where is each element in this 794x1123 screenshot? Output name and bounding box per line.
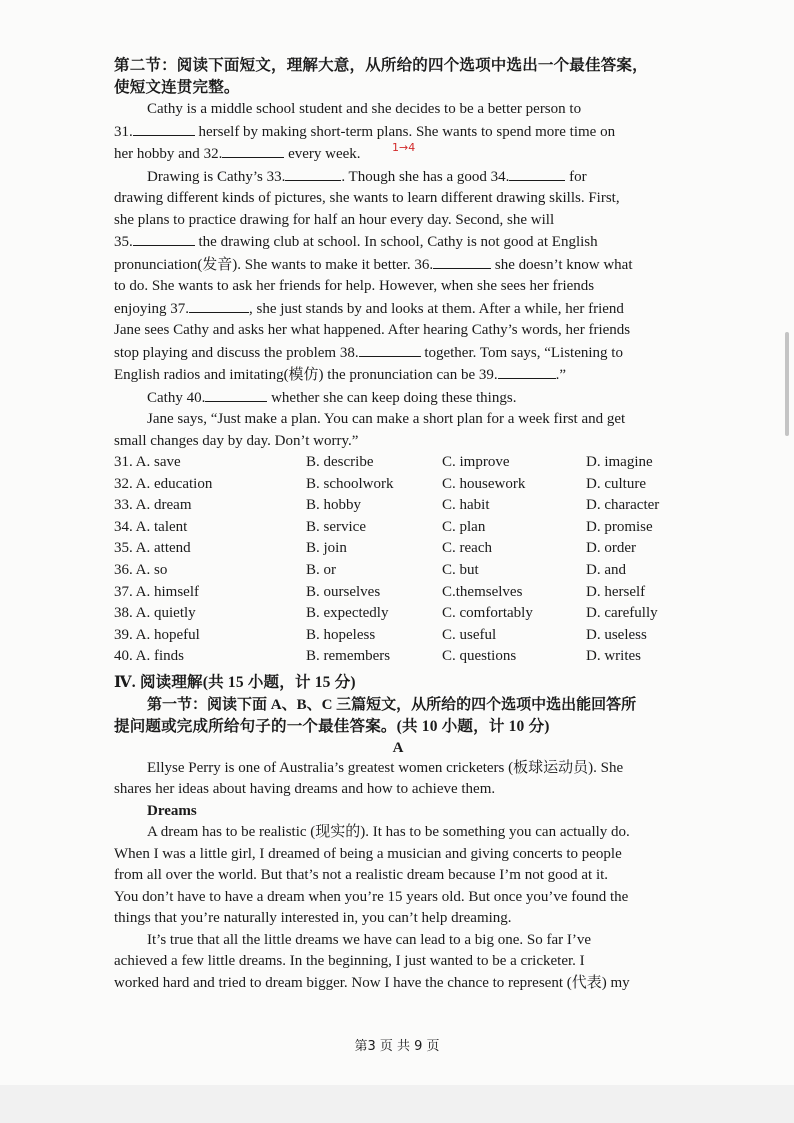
passage-line: achieved a few little dreams. In the beginning, I just wanted to be a cricketer. I [114,953,585,970]
answer-blank [359,342,421,357]
passage-line: to do. She wants to ask her friends for help. However, when she sees her friends [114,278,595,294]
page-number: 第3 页 共 9 页 [354,1039,440,1054]
option-d: D. culture [586,475,646,492]
answer-blank [189,298,249,313]
options-row [114,517,682,539]
option-a: 36. A. so [114,561,168,578]
passage-line [114,121,682,144]
passage-line [114,254,682,277]
passage-text: for [565,168,587,185]
passage-line: small changes day by day. Don’t worry.” [114,432,359,449]
passage-line: shares her ideas about having dreams and how to achieve them. [114,781,496,798]
passage-text: . Though she has a good [341,168,491,185]
option-b: B. describe [306,454,374,470]
passage-line: When I was a little girl, I dreamed of being a musician and giving concerts to people [114,845,622,862]
passage-line [114,298,682,321]
option-d: D. order [586,540,636,557]
passage-line: Jane says, “Just make a plan. You can make a short plan for a week first and get [147,411,626,427]
option-d: D. useless [586,626,647,643]
option-b: B. hobby [306,497,362,514]
options-row [114,474,682,496]
passage-text: whether she can keep doing these things. [267,389,517,406]
option-c: C. reach [442,540,492,557]
dreams-title: Dreams [147,802,197,819]
option-b: B. join [306,540,347,557]
options-row [114,560,682,582]
passage-text: pronunciation(发音). She wants to make it better. [114,256,415,273]
option-c: C. habit [442,497,490,514]
passage-line: Jane sees Cathy and asks her what happened. After hearing Cathy’s words, her friends [114,322,631,338]
question-number: 39. [478,367,498,383]
option-a: 35. A. attend [114,540,191,557]
scrollbar-thumb[interactable] [785,332,789,436]
option-d: D. herself [586,583,646,600]
passage-line: she plans to practice drawing for half an hour every day. Second, she will [114,211,555,228]
answer-blank [433,254,491,269]
question-number: 37. [170,300,189,317]
answer-blank [133,121,195,136]
passage-line: things that you’re naturally interested in, you can’t help dreaming. [114,910,512,927]
answer-blank [205,387,267,402]
handwritten-annotation: 1→4 [392,141,416,154]
question-number: 40. [186,389,206,406]
option-c: C. plan [442,518,486,535]
option-b: B. hopeless [306,626,376,643]
section2-heading-line2: 使短文连贯完整。 [114,79,240,96]
option-a: 40. A. finds [114,648,185,665]
option-a: 38. A. quietly [114,605,196,622]
passage-text: stop playing and discuss the problem [114,344,340,361]
options-row [114,582,682,604]
answer-blank [222,143,284,158]
section4-subheading-line1: 第一节：阅读下面 A、B、C 三篇短文，从所给的四个选项中选出能回答所 [147,696,637,713]
answer-blank [285,166,341,181]
options-row [114,538,682,560]
passage-text: Drawing is Cathy’s [147,168,267,185]
answer-blank [509,166,565,181]
option-b: B. schoolwork [306,475,394,492]
option-d: D. carefully [586,605,658,622]
passage-line [114,166,682,189]
answer-blank [498,364,556,379]
question-number: 34. [490,168,510,185]
reading-passage-a [114,758,682,995]
option-a: 39. A. hopeful [114,626,200,643]
passage-line: Ellyse Perry is one of Australia’s greatest women cricketers (板球运动员). She [147,759,624,776]
option-b: B. expectedly [306,605,389,622]
question-number: 32. [203,146,223,162]
option-b: B. ourselves [306,583,381,600]
section4-heading: Ⅳ. 阅读理解(共 15 小题，计 15 分) [114,673,356,691]
passage-text: .” [555,367,567,383]
question-number: 33. [266,168,286,185]
passage-label: A [392,739,404,756]
question-number: 38. [339,344,359,361]
passage-line: worked hard and tried to dream bigger. Now I have the chance to represent (代表) my [114,974,630,991]
option-d: D. character [586,497,660,514]
passage-line: You don’t have to have a dream when you’re 15 years old. But once you’ve found the [114,888,629,905]
options-row [114,625,682,647]
answer-blank [133,231,195,246]
options-table [114,452,682,668]
section2-heading-line1: 第二节：阅读下面短文，理解大意，从所给的四个选项中选出一个最佳答案， [114,57,648,74]
passage-text: together. Tom says, “Listening to [420,344,623,361]
passage-text: , she just stands by and looks at them. After a while, her friend [249,300,624,317]
passage-line [114,342,682,365]
option-c: C. but [442,561,479,578]
option-b: B. or [306,561,336,578]
option-d: D. and [586,561,626,578]
passage-line: Cathy is a middle school student and she decides to be a better person to [147,101,582,117]
option-a: 31. A. save [114,454,181,470]
passage-text: herself by making short-term plans. She wants to spend more time on [194,123,616,140]
passage-text: English radios and imitating(模仿) the pronunciation can be [114,367,479,383]
passage-text: enjoying [114,300,171,317]
option-a: 32. A. education [114,475,213,492]
passage-text: Cathy [147,389,187,406]
page-content [114,55,682,994]
option-d: D. imagine [586,454,653,470]
passage-line: drawing different kinds of pictures, she wants to learn different drawing skills. First, [114,190,620,206]
section4-subheading-line2: 提问题或完成所给句子的一个最佳答案。(共 10 小题，计 10 分) [114,717,550,735]
options-row [114,603,682,625]
question-number: 31. [114,123,133,140]
viewer-bottom-bar [0,1085,794,1123]
options-row [114,495,682,517]
option-a: 37. A. himself [114,583,199,600]
passage-line: from all over the world. But that’s not a realistic dream because I’m not good at it. [114,867,609,884]
option-c: C. useful [442,626,497,643]
passage-line [114,231,682,254]
options-row [114,452,682,474]
option-a: 34. A. talent [114,518,188,535]
option-d: D. writes [586,648,641,665]
passage-line: A dream has to be realistic (现实的). It has to be something you can actually do. [147,824,630,841]
passage-text: the drawing club at school. In school, Cathy is not good at English [194,234,598,250]
option-c: C. improve [442,454,510,470]
options-row [114,646,682,668]
question-number: 35. [114,234,133,250]
option-c: C.themselves [442,583,523,600]
option-b: B. service [306,518,366,535]
option-c: C. housework [442,475,526,492]
passage-line [114,387,682,410]
option-c: C. questions [442,648,517,665]
option-d: D. promise [586,518,653,535]
question-number: 36. [414,256,434,273]
option-c: C. comfortably [442,605,533,622]
passage-text: her hobby and [114,146,204,162]
passage-line [114,364,682,387]
option-a: 33. A. dream [114,497,192,514]
passage-line: It’s true that all the little dreams we have can lead to a big one. So far I’ve [147,931,592,948]
passage-text: she doesn’t know what [491,256,633,273]
passage-text: every week. [284,146,361,162]
option-b: B. remembers [306,648,391,665]
